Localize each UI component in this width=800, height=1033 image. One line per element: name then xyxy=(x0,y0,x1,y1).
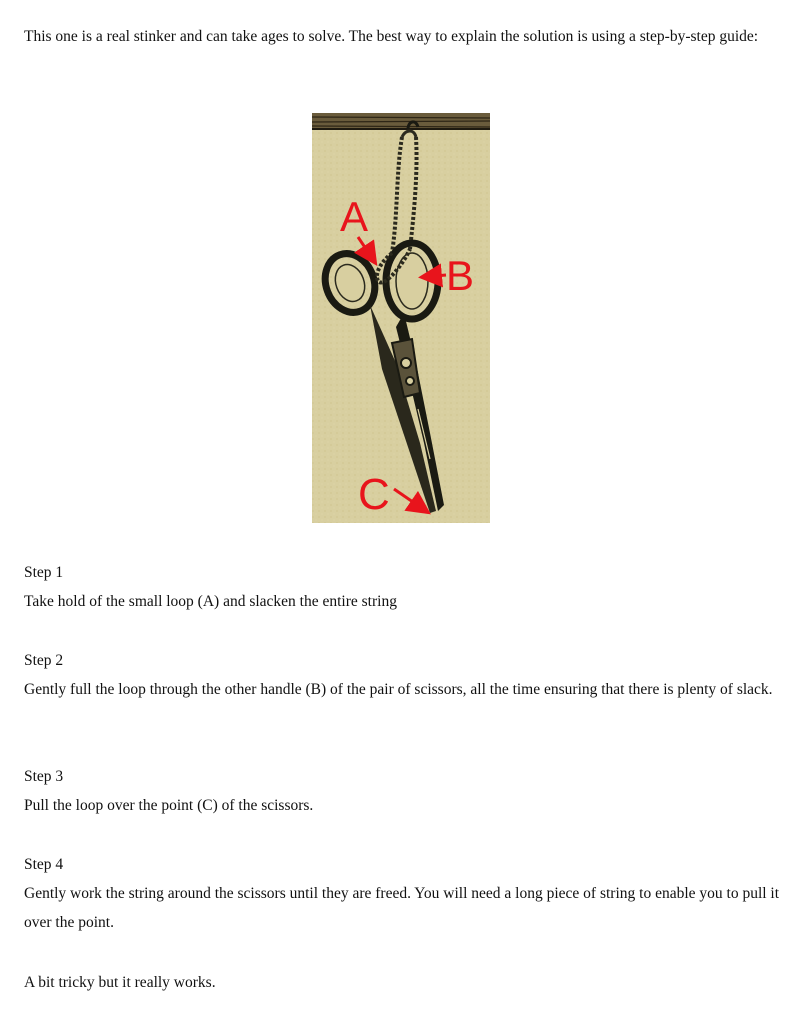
step-body: Take hold of the small loop (A) and slacken the entire string xyxy=(24,593,397,610)
step-4 xyxy=(24,850,784,937)
scissors-puzzle-illustration xyxy=(312,113,490,523)
step-title: Step 4 xyxy=(24,856,64,873)
closing-paragraph: A bit tricky but it really works. xyxy=(24,974,216,991)
step-2 xyxy=(24,646,784,704)
label-b: B xyxy=(446,252,475,299)
wooden-beam xyxy=(312,113,490,130)
label-c: C xyxy=(358,470,390,519)
step-1 xyxy=(24,558,784,616)
scissors-puzzle-drawing xyxy=(312,113,490,523)
step-body: Gently full the loop through the other handle (B) of the pair of scissors, all the time ensuring that there is plenty of slack. xyxy=(24,681,773,698)
label-a: A xyxy=(340,193,369,240)
step-body: Gently work the string around the scissors until they are freed. You will need a long piece of string to enable you to pull it over the point. xyxy=(24,885,780,931)
step-3 xyxy=(24,762,784,820)
step-title: Step 1 xyxy=(24,564,64,581)
step-title: Step 3 xyxy=(24,768,64,785)
intro-paragraph: This one is a real stinker and can take ages to solve. The best way to explain the solution is using a step-by-step guide: xyxy=(24,28,759,45)
step-title: Step 2 xyxy=(24,652,64,669)
step-body: Pull the loop over the point (C) of the scissors. xyxy=(24,797,314,814)
